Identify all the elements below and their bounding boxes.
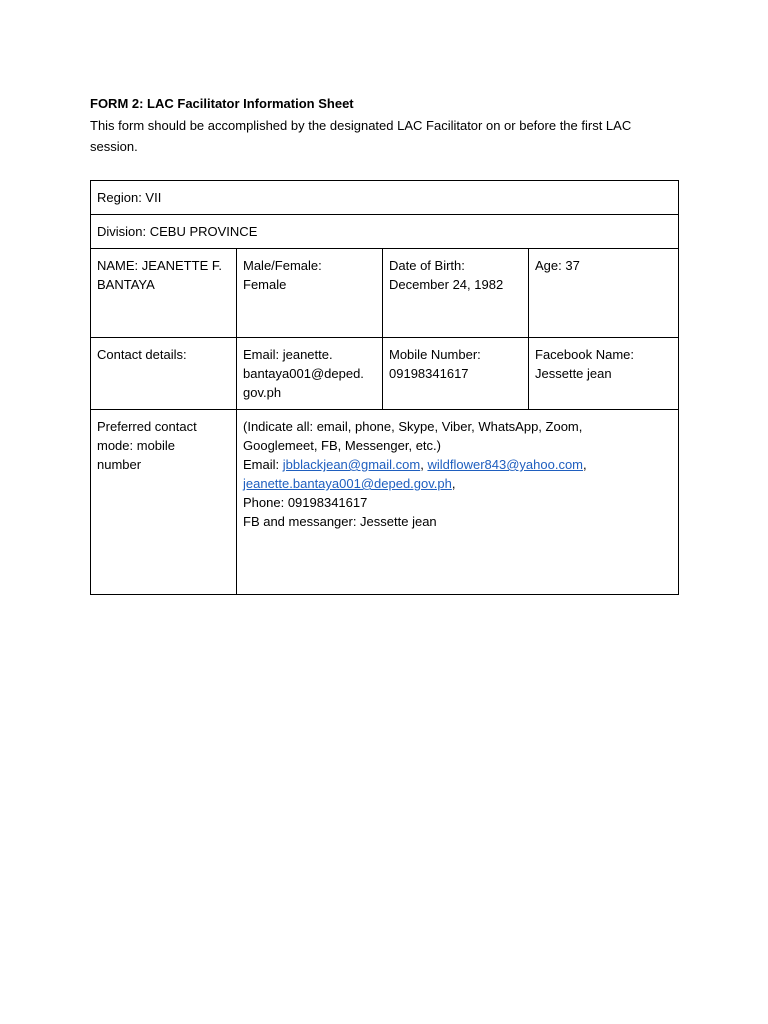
sex-cell: [237, 249, 383, 338]
preferred-label-line-2: mode: mobile: [97, 438, 176, 453]
email-separator-2: ,: [583, 457, 587, 472]
personal-info-row: [91, 249, 679, 338]
name-cell: [91, 249, 237, 338]
mobile-cell: [383, 338, 529, 410]
email-prefix: Email:: [243, 457, 283, 472]
age-cell: Age: 37: [529, 249, 679, 338]
facilitator-info-table: [90, 180, 679, 595]
email-line-2: bantaya001@deped.: [243, 366, 364, 381]
preferred-contact-row: [91, 410, 679, 595]
dob-value: December 24, 1982: [389, 277, 504, 292]
form-instruction: This form should be accomplished by the designated LAC Facilitator on or before the first LAC session.: [90, 117, 632, 154]
fb-messenger-line: FB and messanger: Jessette jean: [243, 514, 437, 529]
preferred-label-line-3: number: [97, 457, 142, 472]
email-separator-1: ,: [420, 457, 428, 472]
facebook-label: Facebook Name:: [535, 347, 634, 362]
email-list-line: [243, 455, 672, 474]
yahoo-link[interactable]: wildflower843@yahoo.com: [427, 457, 584, 472]
dob-label: Date of Birth:: [389, 258, 465, 273]
contact-details-row: [91, 338, 679, 410]
preferred-label-line-1: Preferred contact: [97, 419, 197, 434]
sex-value: Female: [243, 277, 287, 292]
phone-line: Phone: 09198341617: [243, 495, 368, 510]
email-line-3: gov.ph: [243, 385, 282, 400]
dob-cell: [383, 249, 529, 338]
region-row: [91, 181, 679, 215]
deped-email-line: [243, 474, 672, 493]
facebook-value: Jessette jean: [535, 366, 612, 381]
preferred-details-cell: [237, 410, 679, 595]
name-line-1: NAME: JEANETTE F.: [97, 258, 222, 273]
gmail-link[interactable]: jbblackjean@gmail.com: [282, 457, 421, 472]
division-cell: Division: CEBU PROVINCE: [91, 215, 679, 249]
facebook-cell: [529, 338, 679, 410]
form-heading: [90, 94, 690, 157]
indicate-line-1: (Indicate all: email, phone, Skype, Viber, WhatsApp, Zoom,: [243, 419, 583, 434]
email-separator-3: ,: [451, 476, 456, 491]
sex-label: Male/Female:: [243, 258, 322, 273]
form-title: FORM 2: LAC Facilitator Information Sheet: [90, 96, 354, 111]
deped-link[interactable]: jeanette.bantaya001@deped.gov.ph: [243, 476, 452, 491]
email-line-1: Email: jeanette.: [243, 347, 333, 362]
preferred-label-cell: [91, 410, 237, 595]
mobile-value: 09198341617: [389, 366, 469, 381]
contact-label-cell: Contact details:: [91, 338, 237, 410]
division-row: [91, 215, 679, 249]
indicate-line-2: Googlemeet, FB, Messenger, etc.): [243, 438, 441, 453]
email-cell: [237, 338, 383, 410]
name-line-2: BANTAYA: [97, 277, 155, 292]
mobile-label: Mobile Number:: [389, 347, 481, 362]
region-cell: Region: VII: [91, 181, 679, 215]
